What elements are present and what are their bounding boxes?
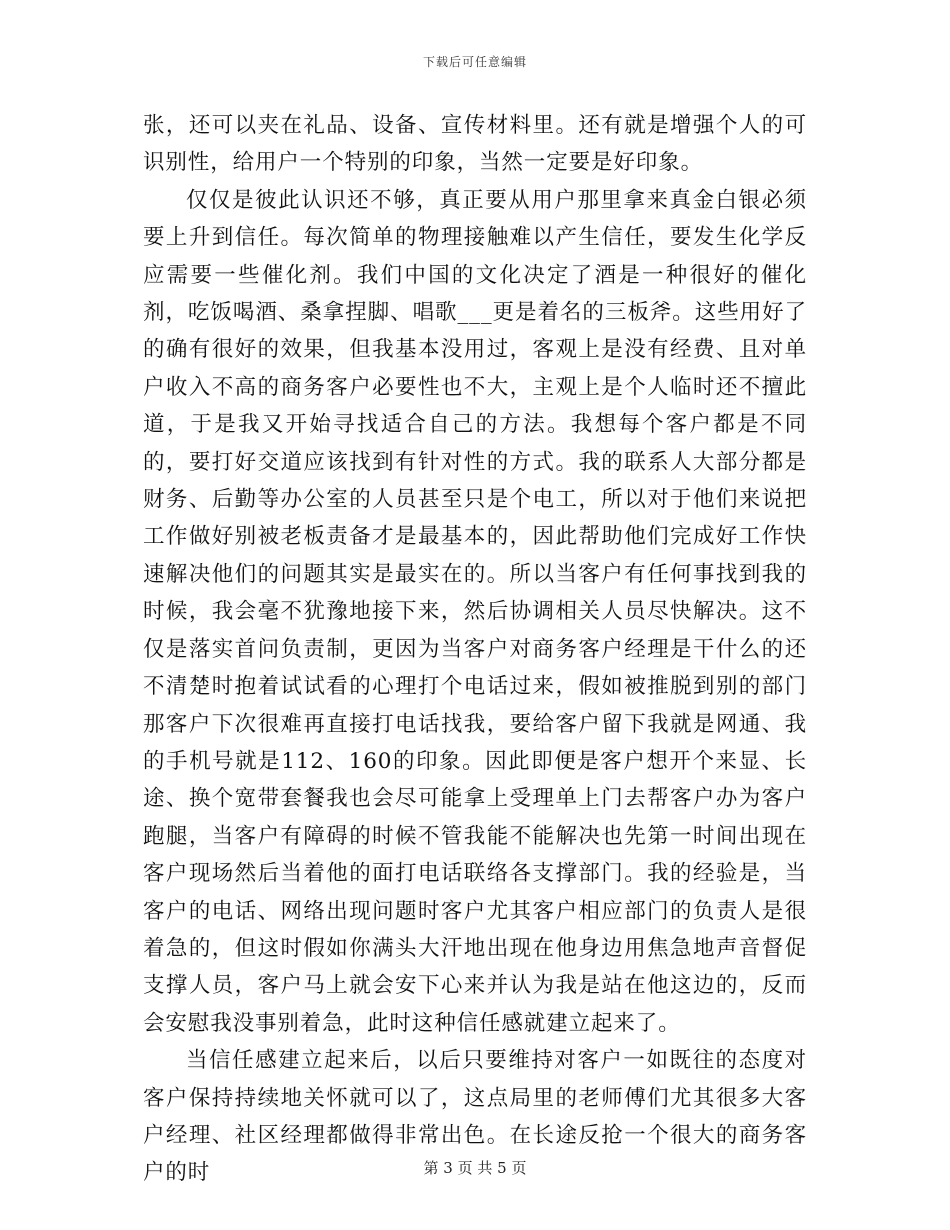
paragraph-continuation: 张，还可以夹在礼品、设备、宣传材料里。还有就是增强个人的可识别性，给用户一个特别的印象，当然一定要是好印象。 <box>143 113 807 176</box>
paragraph-maintain-trust: 当信任感建立起来后，以后只要维持对客户一如既往的态度对客户保持持续地关怀就可以了，这点局里的老师傅们尤其很多大客户经理、社区经理都做得非常出色。在长途反抢一个很大的商务客户的时 <box>143 1048 807 1186</box>
document-body <box>143 107 807 1192</box>
paragraph-trust: 仅仅是彼此认识还不够，真正要从用户那里拿来真金白银必须要上升到信任。每次简单的物理接触难以产生信任，要发生化学反应需要一些催化剂。我们中国的文化决定了酒是一种很好的催化剂，吃饭喝酒、桑拿捏脚、唱歌___更是着名的三板斧。这些用好了的确有很好的效果，但我基本没用过，客观上是没有经费、且对单户收入不高的商务客户必要性也不大，主观上是个人临时还不擅此道，于是我又开始寻找适合自己的方法。我想每个客户都是不同的，要打好交道应该找到有针对性的方式。我的联系人大部分都是财务、后勤等办公室的人员甚至只是个电工，所以对于他们来说把工作做好别被老板责备才是最基本的，因此帮助他们完成好工作快速解决他们的问题其实是最实在的。所以当客户有任何事找到我的时候，我会毫不犹豫地接下来，然后协调相关人员尽快解决。这不仅是落实首问负责制，更因为当客户对商务客户经理是干什么的还不清楚时抱着试试看的心理打个电话过来，假如被推脱到别的部门那客户下次很难再直接打电话找我，要给客户留下我就是网通、我的手机号就是112、160的印象。因此即便是客户想开个来显、长途、换个宽带套餐我也会尽可能拿上受理单上门去帮客户办为客户跑腿，当客户有障碍的时候不管我能不能解决也先第一时间出现在客户现场然后当着他的面打电话联络各支撑部门。我的经验是，当客户的电话、网络出现问题时客户尤其客户相应部门的负责人是很着急的，但这时假如你满头大汗地出现在他身边用焦急地声音督促支撑人员，客户马上就会安下心来并认为我是站在他这边的，反而会安慰我没事别着急，此时这种信任感就建立起来了。 <box>143 187 807 1036</box>
page-footer: 第 3 页 共 5 页 <box>423 1159 527 1177</box>
page-header: 下载后可任意编辑 <box>422 55 527 69</box>
